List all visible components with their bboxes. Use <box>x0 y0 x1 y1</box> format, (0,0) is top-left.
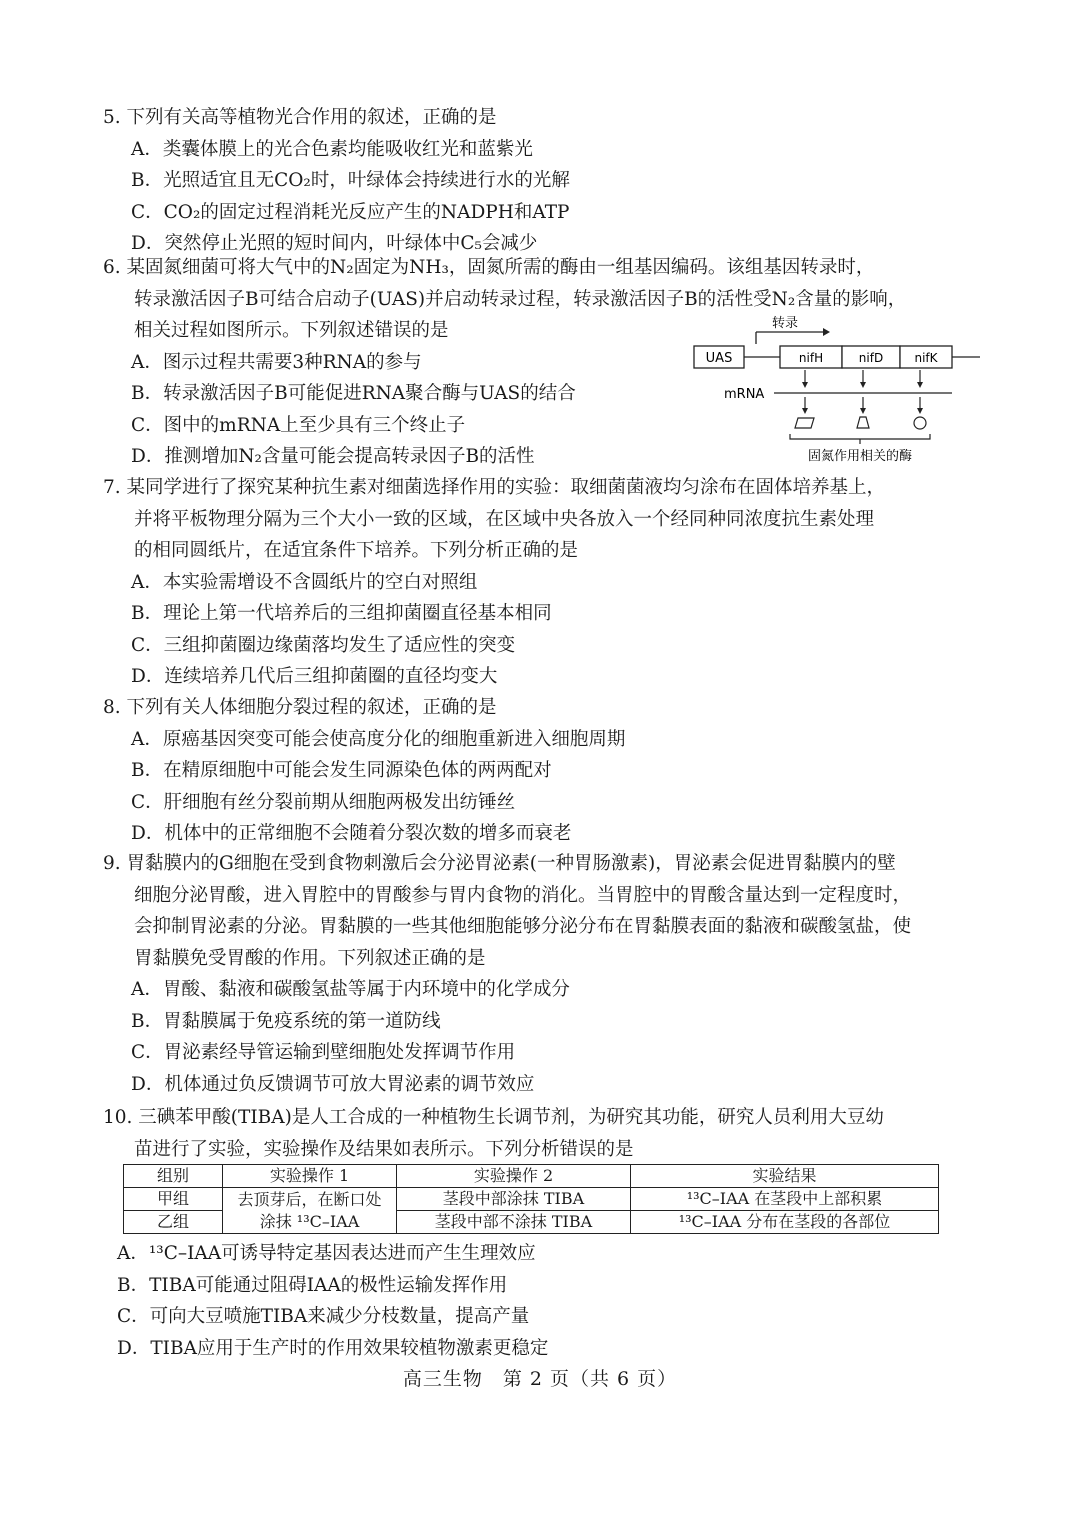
option-a: A．图示过程共需要3种RNA的参与 <box>131 351 422 373</box>
question-stem: 7. 某同学进行了探究某种抗生素对细菌选择作用的实验：取细菌菌液均匀涂布在固体培养基上， <box>103 477 886 498</box>
question-stem-line: 胃黏膜免受胃酸的作用。下列叙述正确的是 <box>134 947 486 969</box>
option-d: D．突然停止光照的短时间内，叶绿体中C₅会减少 <box>131 233 538 254</box>
question-stem-line: 的相同圆纸片，在适宜条件下培养。下列分析正确的是 <box>134 540 579 561</box>
question-7 <box>103 472 983 693</box>
question-stem-line: 相关过程如图所示。下列叙述错误的是 <box>134 320 449 341</box>
enzyme-bracket <box>790 434 930 439</box>
table-cell-op2: 茎段中部涂抹 TIBA <box>397 1188 631 1211</box>
table-header: 实验操作 2 <box>397 1165 631 1188</box>
question-stem-line: 会抑制胃泌素的分泌。胃黏膜的一些其他细胞能够分泌分布在胃黏膜表面的黏液和碳酸氢盐，使 <box>134 916 912 937</box>
arrow-head <box>917 382 923 388</box>
op1-line: 去顶芽后，在断口处 <box>237 1189 382 1209</box>
question-stem: 6. 某固氮细菌可将大气中的N₂固定为NH₃，固氮所需的酶由一组基因编码。该组基因转录时， <box>103 257 875 278</box>
option-c: C．图中的mRNA上至少具有三个终止子 <box>131 414 466 436</box>
arrow-head <box>860 382 866 388</box>
option-c: C．肝细胞有丝分裂前期从细胞两极发出纺锤丝 <box>131 791 516 813</box>
option-a: A．本实验需增设不含圆纸片的空白对照组 <box>131 571 478 593</box>
question-10-options <box>103 1238 548 1364</box>
arrow-head <box>823 328 830 336</box>
question-stem-line: 并将平板物理分隔为三个大小一致的区域，在区域中央各放入一个经同种同浓度抗生素处理 <box>134 508 875 530</box>
transcription-diagram <box>690 310 980 470</box>
table-header-row <box>124 1165 939 1188</box>
question-stem-line: 转录激活因子B可结合启动子(UAS)并启动转录过程，转录激活因子B的活性受N₂含量的影响， <box>134 288 907 310</box>
option-d: D．推测增加N₂含量可能会提高转录因子B的活性 <box>131 446 535 467</box>
uas-label: UAS <box>705 351 733 366</box>
option-d: D．连续培养几代后三组抑菌圈的直径均变大 <box>131 666 498 687</box>
question-stem-line: 细胞分泌胃酸，进入胃腔中的胃酸参与胃内食物的消化。当胃腔中的胃酸含量达到一定程度时， <box>134 884 912 906</box>
op1-line: 涂抹 ¹³C–IAA <box>259 1211 360 1231</box>
page-footer: 高三生物 第 2 页（共 6 页） <box>402 1368 678 1390</box>
option-b: B．光照适宜且无CO₂时，叶绿体会持续进行水的光解 <box>131 170 570 191</box>
arrow-head <box>917 408 923 414</box>
option-d: D．机体中的正常细胞不会随着分裂次数的增多而衰老 <box>131 823 572 844</box>
gene-label-nifd: nifD <box>858 351 884 365</box>
option-a: A．原癌基因突变可能会使高度分化的细胞重新进入细胞周期 <box>131 728 626 750</box>
mrna-label: mRNA <box>724 387 765 402</box>
table-header: 实验操作 1 <box>223 1165 397 1188</box>
table-cell-op1 <box>223 1188 397 1234</box>
table-header: 实验结果 <box>631 1165 939 1188</box>
option-a: A．胃酸、黏液和碳酸氢盐等属于内环境中的化学成分 <box>131 979 570 1000</box>
table-cell-result: ¹³C–IAA 分布在茎段的各部位 <box>631 1211 939 1234</box>
option-b: B．转录激活因子B可能促进RNA聚合酶与UAS的结合 <box>131 383 576 404</box>
table-cell-op2: 茎段中部不涂抹 TIBA <box>397 1211 631 1234</box>
arrow-head <box>802 408 808 414</box>
gene-label-nifh: nifH <box>798 351 824 365</box>
question-stem: 8. 下列有关人体细胞分裂过程的叙述，正确的是 <box>103 697 497 718</box>
option-b: B．在精原细胞中可能会发生同源染色体的两两配对 <box>131 760 552 781</box>
question-stem-line: 苗进行了实验，实验操作及结果如表所示。下列分析错误的是 <box>134 1138 634 1160</box>
question-10 <box>103 1102 983 1165</box>
question-stem: 10. 三碘苯甲酸(TIBA)是人工合成的一种植物生长调节剂，为研究其功能，研究人员利用大豆幼 <box>103 1107 884 1128</box>
option-b: B．胃黏膜属于免疫系统的第一道防线 <box>131 1010 441 1032</box>
option-d: D．机体通过负反馈调节可放大胃泌素的调节效应 <box>131 1073 535 1095</box>
question-8 <box>103 692 983 850</box>
question-stem: 9. 胃黏膜内的G细胞在受到食物刺激后会分泌胃泌素(一种胃肠激素)，胃泌素会促进胃黏膜内的壁 <box>103 853 896 874</box>
transcription-label: 转录 <box>772 316 799 331</box>
option-c: C．胃泌素经导管运输到壁细胞处发挥调节作用 <box>131 1042 516 1063</box>
enzyme-trapezoid-shape <box>857 417 869 428</box>
enzyme-circle-shape <box>914 417 926 429</box>
option-b: B．TIBA可能通过阻碍IAA的极性运输发挥作用 <box>117 1274 508 1296</box>
question-5 <box>103 102 983 260</box>
option-c: C．三组抑菌圈边缘菌落均发生了适应性的突变 <box>131 634 516 656</box>
option-c: C．CO₂的固定过程消耗光反应产生的NADPH和ATP <box>131 201 570 223</box>
gene-label-nifk: nifK <box>914 351 938 365</box>
table-cell-group: 甲组 <box>124 1188 223 1211</box>
question-9 <box>103 848 983 1100</box>
enzyme-parallelogram-shape <box>795 418 814 428</box>
table-cell-result: ¹³C–IAA 在茎段中上部积累 <box>631 1188 939 1211</box>
option-d: D．TIBA应用于生产时的作用效果较植物激素更稳定 <box>117 1337 549 1359</box>
table-cell-group: 乙组 <box>124 1211 223 1234</box>
option-c: C．可向大豆喷施TIBA来减少分枝数量，提高产量 <box>117 1306 530 1327</box>
option-b: B．理论上第一代培养后的三组抑菌圈直径基本相同 <box>131 603 552 624</box>
experiment-table <box>123 1164 939 1234</box>
arrow-head <box>860 408 866 414</box>
question-stem: 5. 下列有关高等植物光合作用的叙述，正确的是 <box>103 107 497 128</box>
option-a: A．¹³C–IAA可诱导特定基因表达进而产生生理效应 <box>117 1243 536 1264</box>
enzyme-caption: 固氮作用相关的酶 <box>807 449 913 464</box>
arrow-head <box>802 382 808 388</box>
table-header: 组别 <box>124 1165 223 1188</box>
table-row <box>124 1188 939 1211</box>
option-a: A．类囊体膜上的光合色素均能吸收红光和蓝紫光 <box>131 138 533 160</box>
